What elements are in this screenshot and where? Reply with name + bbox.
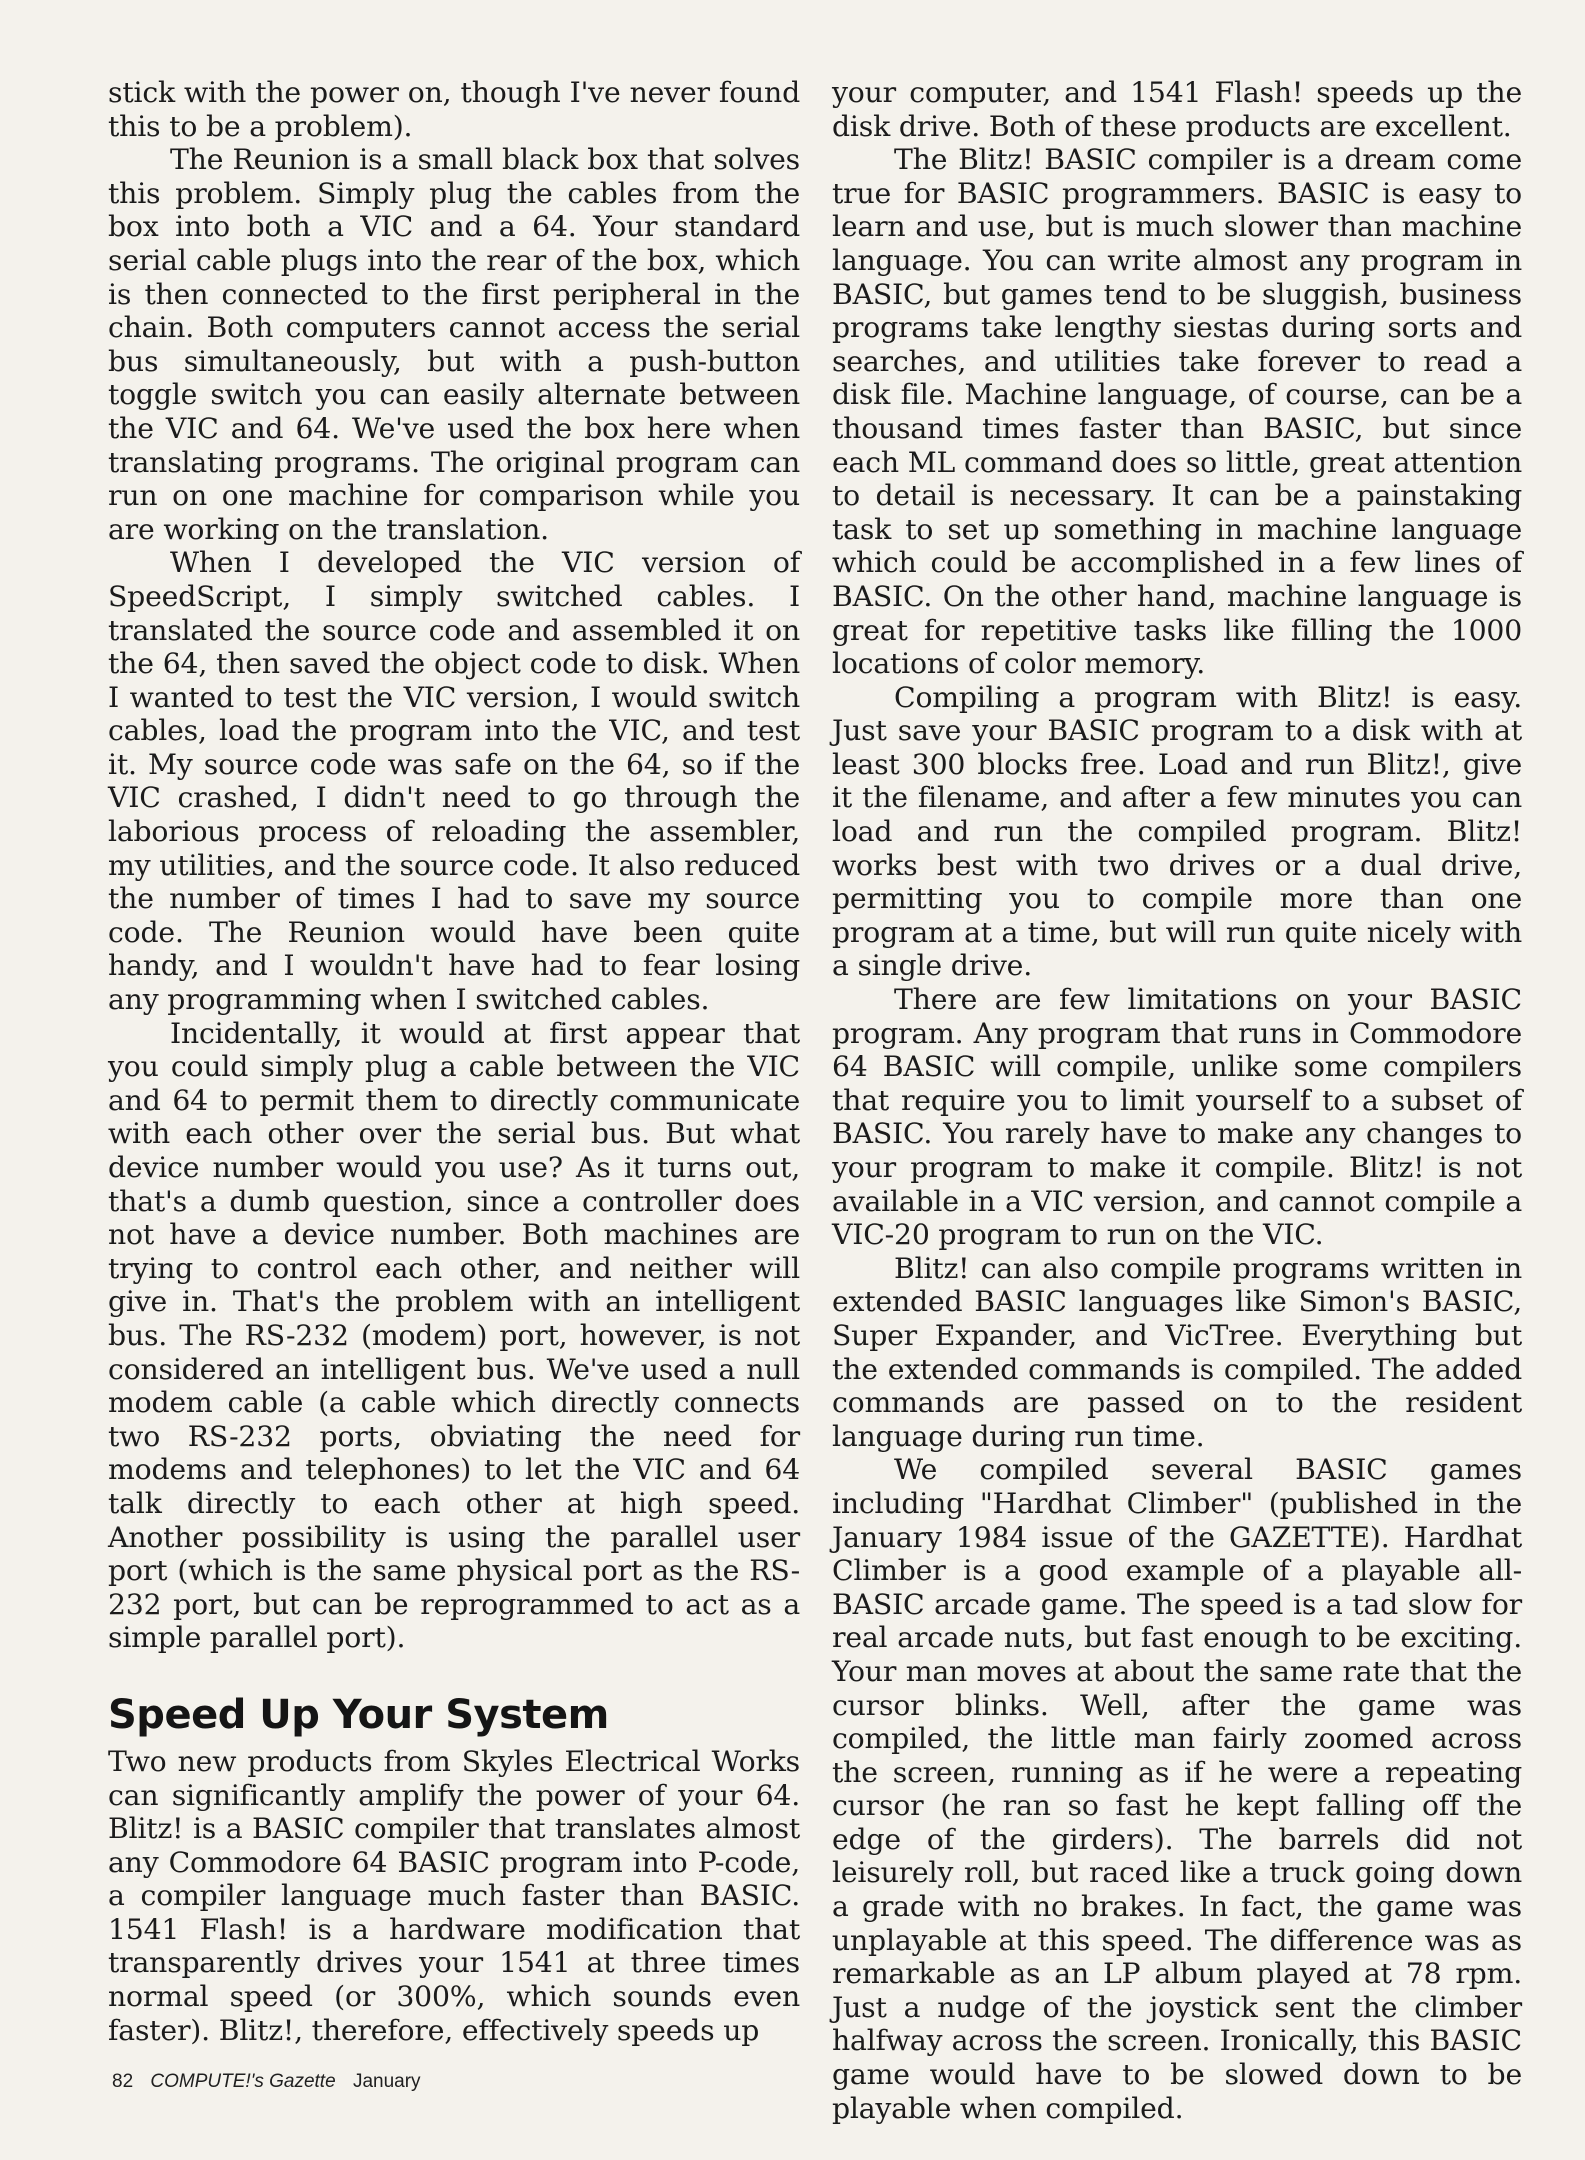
left-paragraph-4: Incidentally, it would at first appear that you could simply plug a cable between the VIC and 64 to permit them to directly communicate with each other over the serial bus. But what device number would you use? As it turns out, that's a dumb question, since a controller does not have a device number. Both machines are trying to control each other, and neither will give in. That's the problem with an intelligent bus. The RS-232 (modem) port, however, is not considered an intelligent bus. We've used a null modem cable (a cable which directly connects two RS-232 ports, obviating the need for modems and telephones) to let the VIC and 64 talk directly to each other at high speed. Another possibility is using the parallel user port (which is the same physical port as the RS-232 port, but can be reprogrammed to act as a simple parallel port). xyxy=(108,1016,800,1655)
section-heading: Speed Up Your System xyxy=(108,1691,609,1738)
right-paragraph-3: Compiling a program with Blitz! is easy. Just save your BASIC program to a disk with at least 300 blocks free. Load and run Blitz!, give it the filename, and after a few minutes you can load and run the compiled program. Blitz! works best with two drives or a dual drive, permitting you to compile more than one program at a time, but will run quite nicely with a single drive. xyxy=(832,680,1522,983)
right-paragraph-4: There are few limitations on your BASIC program. Any program that runs in Commodore 64 BASIC will compile, unlike some compilers that require you to limit yourself to a subset of BASIC. You rarely have to make any changes to your program to make it compile. Blitz! is not available in a VIC version, and cannot compile a VIC-20 program to run on the VIC. xyxy=(832,983,1522,1252)
page-footer xyxy=(112,2071,421,2093)
right-paragraph-6: We compiled several BASIC games including "Hardhat Climber" (published in the January 1984 issue of the GAZETTE). Hardhat Climber is a good example of a playable all-BASIC arcade game. The speed is a tad slow for real arcade nuts, but fast enough to be exciting. Your man moves at about the same rate that the cursor blinks. Well, after the game was compiled, the little man fairly zoomed across the screen, running as if he were a repeating cursor (he ran so fast he kept falling off the edge of the girders). The barrels did not leisurely roll, but raced like a truck going down a grade with no brakes. In fact, the game was unplayable at this speed. The difference was as remarkable as an LP album played at 78 rpm. Just a nudge of the joystick sent the climber halfway across the screen. Ironically, this BASIC game would have to be slowed down to be playable when compiled. xyxy=(832,1453,1522,2125)
right-paragraph-5: Blitz! can also compile programs written in extended BASIC languages like Simon's BASIC, Super Expander, and VicTree. Everything but the extended commands is compiled. The added commands are passed on to the resident language during run time. xyxy=(832,1251,1522,1453)
left-paragraph-3: When I developed the VIC version of SpeedScript, I simply switched cables. I translated the source code and assembled it on the 64, then saved the object code to disk. When I wanted to test the VIC version, I would switch cables, load the program into the VIC, and test it. My source code was safe on the 64, so if the VIC crashed, I didn't need to go through the laborious process of reloading the assembler, my utilities, and the source code. It also reduced the number of times I had to save my source code. The Reunion would have been quite handy, and I wouldn't have had to fear losing any programming when I switched cables. xyxy=(108,546,800,1017)
right-paragraph-2: The Blitz! BASIC compiler is a dream come true for BASIC programmers. BASIC is easy to learn and use, but is much slower than machine language. You can write almost any program in BASIC, but games tend to be sluggish, business programs take lengthy siestas during sorts and searches, and utilities take forever to read a disk file. Machine language, of course, can be a thousand times faster than BASIC, but since each ML command does so little, great attention to detail is necessary. It can be a painstaking task to set up something in machine language which could be accomplished in a few lines of BASIC. On the other hand, machine language is great for repetitive tasks like filling the 1000 locations of color memory. xyxy=(832,143,1522,681)
issue-month: January xyxy=(352,2071,421,2092)
left-paragraph-2: The Reunion is a small black box that solves this problem. Simply plug the cables from the box into both a VIC and a 64. Your standard serial cable plugs into the rear of the box, which is then connected to the first peripheral in the chain. Both computers cannot access the serial bus simultaneously, but with a push-button toggle switch you can easily alternate between the VIC and 64. We've used the box here when translating programs. The original program can run on one machine for comparison while you are working on the translation. xyxy=(108,143,800,546)
page-number: 82 xyxy=(112,2071,134,2092)
publication-name: COMPUTE!'s Gazette xyxy=(150,2071,336,2092)
left-column xyxy=(108,76,800,2047)
right-column xyxy=(832,76,1522,2125)
left-paragraph-5: Two new products from Skyles Electrical Works can significantly amplify the power of your 64. Blitz! is a BASIC compiler that translates almost any Commodore 64 BASIC program into P-code, a compiler language much faster than BASIC. 1541 Flash! is a hardware modification that transparently drives your 1541 at three times normal speed (or 300%, which sounds even faster). Blitz!, therefore, effectively speeds up xyxy=(108,1744,800,2047)
left-paragraph-1: stick with the power on, though I've never found this to be a problem). xyxy=(108,76,800,143)
right-paragraph-1: your computer, and 1541 Flash! speeds up the disk drive. Both of these products are excellent. xyxy=(832,76,1522,143)
